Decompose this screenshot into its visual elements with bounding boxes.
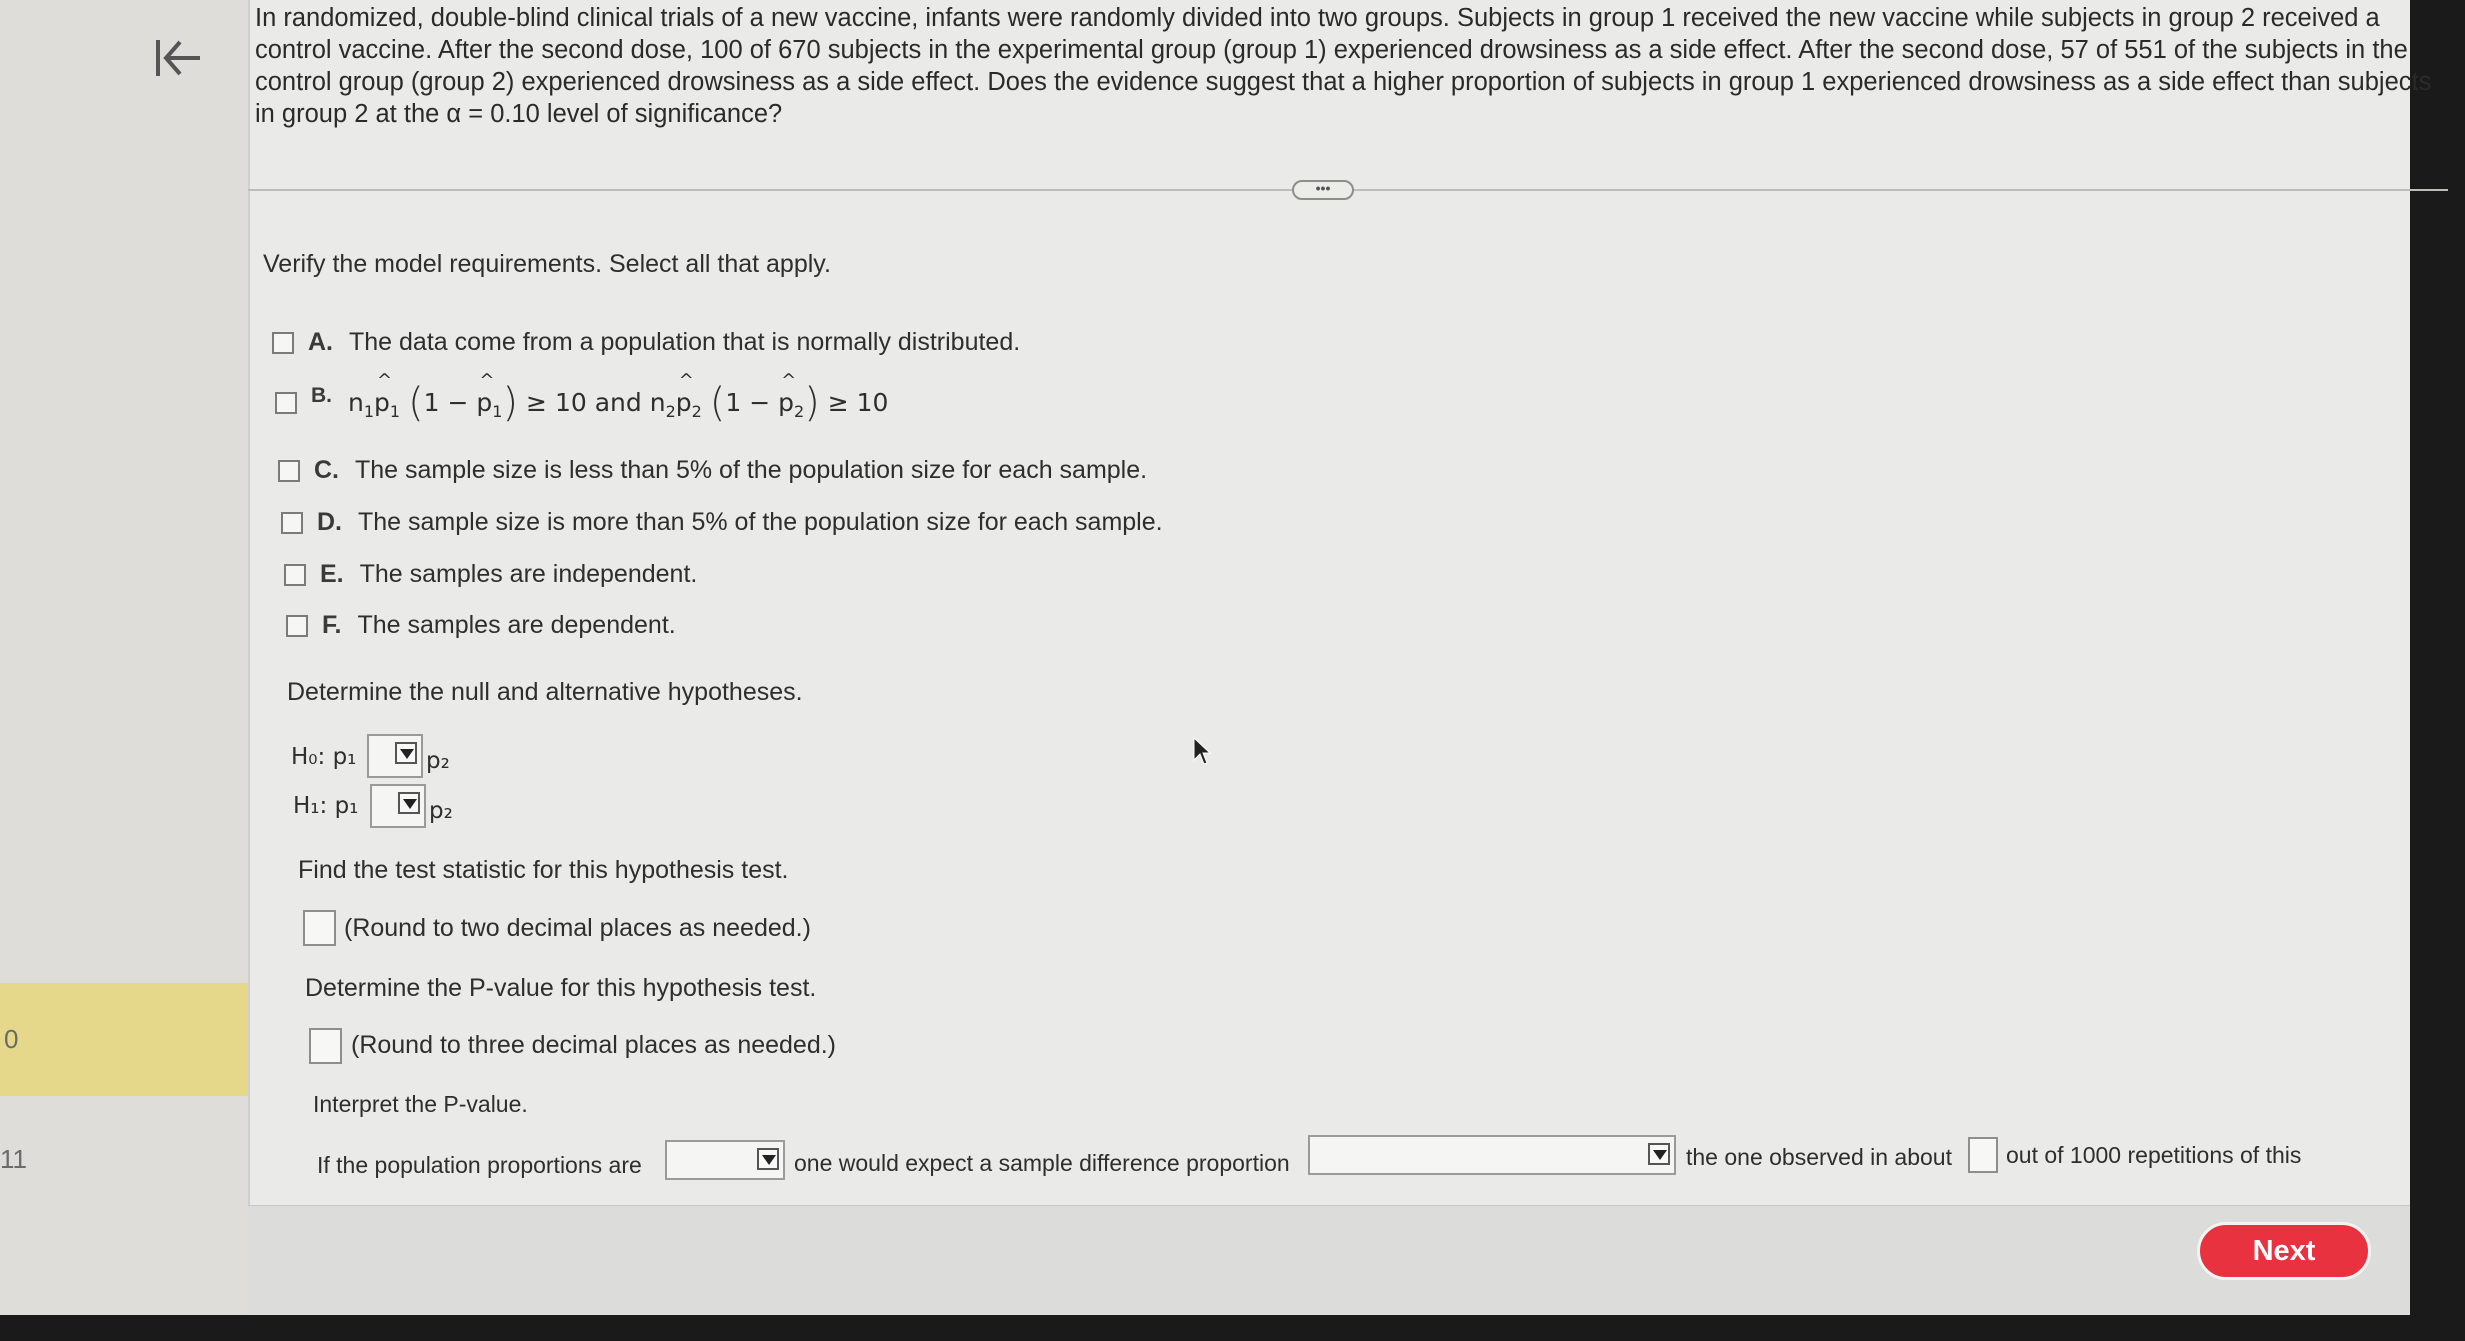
option-text: The data come from a population that is normally distributed. xyxy=(349,328,1021,356)
test-stat-hint: (Round to two decimal places as needed.) xyxy=(344,914,811,942)
verify-prompt: Verify the model requirements. Select all that apply. xyxy=(263,250,831,278)
rail-number: 0 xyxy=(4,1024,19,1054)
option-letter: F. xyxy=(322,611,342,639)
left-rail xyxy=(0,0,248,1315)
option-text: The sample size is less than 5% of the population size for each sample. xyxy=(355,456,1148,484)
checkbox[interactable] xyxy=(278,460,300,482)
interpret-prompt: Interpret the P-value. xyxy=(313,1091,528,1117)
rail-number: 11 xyxy=(0,1144,27,1174)
pvalue-prompt: Determine the P-value for this hypothesis test. xyxy=(305,974,817,1002)
checkbox[interactable] xyxy=(286,615,308,637)
problem-statement: In randomized, double-blind clinical trials of a new vaccine, infants were randomly divided into two groups. Subjects in group 1 received the new vaccine while subjects in group 2 received a control vaccine. After the second dose, 100 of 670 subjects in the experimental group (group 1) experienced drowsiness as a side effect. After the second dose, 57 of 551 of the subjects in the control group (group 2) experienced drowsiness as a side effect. Does the evidence suggest that a higher proportion of subjects in group 1 experienced drowsiness as a side effect than subjects in group 2 at the α = 0.10 level of significance? xyxy=(255,4,2432,128)
option-letter: D. xyxy=(317,508,342,536)
checkbox[interactable] xyxy=(281,512,303,534)
interpret-part3: the one observed in about xyxy=(1686,1144,1952,1170)
ge-ten: ≥ 10 xyxy=(827,388,889,417)
option-d[interactable] xyxy=(281,508,1163,537)
chevron-down-icon xyxy=(1648,1143,1670,1165)
option-letter: B. xyxy=(311,384,332,407)
rail-highlight xyxy=(0,983,280,1096)
test-stat-input[interactable] xyxy=(303,910,336,946)
checkbox[interactable] xyxy=(272,332,294,354)
option-text: The samples are dependent. xyxy=(357,611,676,639)
hypotheses-prompt: Determine the null and alternative hypotheses. xyxy=(287,678,803,706)
more-button[interactable]: ••• xyxy=(1292,180,1354,200)
interpret-part1: If the population proportions are xyxy=(317,1152,642,1178)
option-text: The sample size is more than 5% of the population size for each sample. xyxy=(358,508,1163,536)
next-button[interactable]: Next xyxy=(2197,1222,2371,1280)
option-f[interactable] xyxy=(286,611,676,640)
ge-ten: ≥ 10 xyxy=(526,388,587,417)
population-proportions-dropdown[interactable] xyxy=(665,1140,785,1180)
repetitions-input[interactable] xyxy=(1968,1137,1998,1173)
option-letter: C. xyxy=(314,456,339,484)
difference-comparison-dropdown[interactable] xyxy=(1308,1135,1676,1175)
test-stat-prompt: Find the test statistic for this hypothesis test. xyxy=(298,856,789,884)
chevron-down-icon xyxy=(757,1148,779,1170)
option-c[interactable] xyxy=(278,456,1147,485)
pvalue-hint: (Round to three decimal places as needed.) xyxy=(351,1031,837,1059)
h0-label: H₀: p₁ xyxy=(291,744,357,770)
chevron-down-icon xyxy=(398,792,420,814)
option-letter: E. xyxy=(320,560,344,588)
pvalue-input[interactable] xyxy=(309,1028,342,1064)
chevron-down-icon xyxy=(395,742,417,764)
option-letter: A. xyxy=(308,328,333,356)
option-e[interactable] xyxy=(284,560,697,589)
checkbox[interactable] xyxy=(284,564,306,586)
h1-label: H₁: p₁ xyxy=(293,793,359,819)
and-word: and xyxy=(594,388,642,417)
option-b-formula: $n_1\^{}$ $p_1$ (1 − ^ $p_1) \ge 10$ and $n_2\^{}$ $p_2$ (1 − ^ $p_2) \ge 10$ xyxy=(348,380,888,426)
checkbox[interactable] xyxy=(275,392,297,414)
mouse-pointer-icon xyxy=(1192,736,1212,766)
h0-relation-dropdown[interactable] xyxy=(367,734,423,778)
interpret-part2: one would expect a sample difference proportion xyxy=(794,1150,1290,1176)
h1-relation-dropdown[interactable] xyxy=(370,784,426,828)
skip-back-icon[interactable] xyxy=(150,30,206,86)
option-a[interactable] xyxy=(272,328,1020,357)
h0-p2: p₂ xyxy=(426,748,450,774)
footer-bar xyxy=(248,1205,2410,1315)
option-text: The samples are independent. xyxy=(359,560,698,588)
option-b[interactable] xyxy=(275,378,888,428)
interpret-part4: out of 1000 repetitions of this xyxy=(2006,1142,2302,1168)
h1-p2: p₂ xyxy=(429,798,453,824)
